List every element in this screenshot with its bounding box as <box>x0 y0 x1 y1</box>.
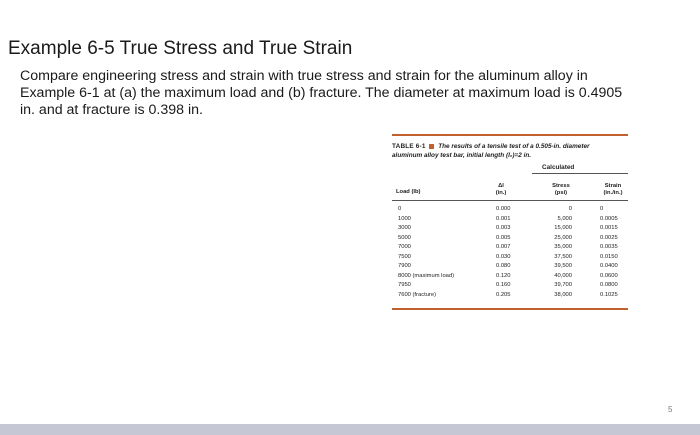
caption-square-icon <box>429 144 434 149</box>
table-row <box>392 282 628 292</box>
table-row <box>392 235 628 245</box>
col-load-header: Load (lb) <box>396 189 421 195</box>
top-rule <box>392 134 628 136</box>
table-row <box>392 206 628 216</box>
col-stress-header <box>546 183 576 197</box>
cell-strain: 0.0150 <box>600 253 618 260</box>
body-line-2: Example 6-1 at (a) the maximum load and (b) fracture. The diameter at maximum load is 0.4905 <box>20 85 623 101</box>
table-row <box>392 225 628 235</box>
cell-strain: 0.0800 <box>600 282 618 288</box>
col-strain-header <box>598 183 628 197</box>
footer-bar <box>0 424 700 435</box>
cell-load: 7000 <box>398 244 411 250</box>
cell-dl: 0.120 <box>496 272 511 279</box>
cell-load: 7950 <box>398 282 411 288</box>
table-row <box>392 254 628 264</box>
cell-stress: 25,000 <box>554 234 572 241</box>
cell-load: 1000 <box>398 215 411 222</box>
table-row <box>392 263 628 273</box>
slide-body <box>20 68 692 119</box>
cell-stress: 0 <box>568 206 572 212</box>
caption-line-2: aluminum alloy test bar, initial length (l₀)=2 in. <box>392 151 532 159</box>
cell-load: 3000 <box>398 225 411 231</box>
cell-dl: 0.160 <box>496 282 511 288</box>
caption-line-1: The results of a tensile test of a 0.505-in. diameter <box>438 143 590 150</box>
col-dl-header <box>490 183 512 197</box>
cell-dl: 0.001 <box>496 215 511 222</box>
cell-dl: 0.000 <box>496 206 511 212</box>
body-line-1: Compare engineering stress and strain with true stress and strain for the aluminum alloy in <box>20 68 588 84</box>
cell-load: 8000 (maximum load) <box>398 272 455 279</box>
col-strain-header-2: (in./in.) <box>603 190 623 196</box>
cell-strain: 0 <box>600 206 604 212</box>
cell-strain: 0.0015 <box>600 225 618 231</box>
cell-dl: 0.007 <box>496 244 511 250</box>
cell-stress: 38,000 <box>554 291 572 298</box>
body-line-3: in. and at fracture is 0.398 in. <box>20 102 203 118</box>
cell-strain: 0.0035 <box>600 244 618 250</box>
cell-stress: 39,700 <box>554 282 572 288</box>
col-stress-header-2: (psi) <box>554 190 568 196</box>
cell-load: 7500 <box>398 253 411 260</box>
cell-strain: 0.0400 <box>600 263 618 269</box>
cell-dl: 0.005 <box>496 234 511 241</box>
cell-stress: 40,000 <box>554 272 572 279</box>
cell-dl: 0.205 <box>496 291 511 298</box>
table-caption <box>392 143 628 160</box>
cell-stress: 37,500 <box>554 253 572 260</box>
header-rule <box>392 200 628 201</box>
cell-dl: 0.003 <box>496 225 511 231</box>
table-row <box>392 216 628 226</box>
cell-stress: 39,500 <box>554 263 572 269</box>
table-row <box>392 273 628 283</box>
calculated-rule <box>532 173 628 174</box>
cell-strain: 0.0600 <box>600 272 618 279</box>
cell-strain: 0.0025 <box>600 234 618 241</box>
cell-dl: 0.080 <box>496 263 511 269</box>
table-label: TABLE 6-1 <box>392 143 426 150</box>
table-row <box>392 292 628 302</box>
col-stress-header-1: Stress <box>552 183 570 189</box>
table-row <box>392 244 628 254</box>
page-number: 5 <box>668 405 673 414</box>
bottom-rule <box>392 308 628 310</box>
cell-stress: 5,000 <box>557 215 572 222</box>
cell-strain: 0.0005 <box>600 215 618 222</box>
table-6-1 <box>392 134 628 314</box>
cell-stress: 35,000 <box>554 244 572 250</box>
cell-load: 7900 <box>398 263 411 269</box>
cell-load: 7600 (fracture) <box>398 291 437 298</box>
cell-load: 0 <box>398 206 402 212</box>
slide-title: Example 6-5 True Stress and True Strain <box>8 38 353 59</box>
table-body <box>392 206 628 301</box>
col-dl-header-2: (in.) <box>495 190 507 196</box>
calculated-header: Calculated <box>542 164 575 171</box>
cell-load: 5000 <box>398 234 411 241</box>
cell-stress: 15,000 <box>554 225 572 231</box>
col-dl-header-1: Δl <box>498 183 504 189</box>
cell-dl: 0.030 <box>496 253 511 260</box>
cell-strain: 0.1025 <box>600 291 618 298</box>
col-strain-header-1: Strain <box>604 183 622 189</box>
